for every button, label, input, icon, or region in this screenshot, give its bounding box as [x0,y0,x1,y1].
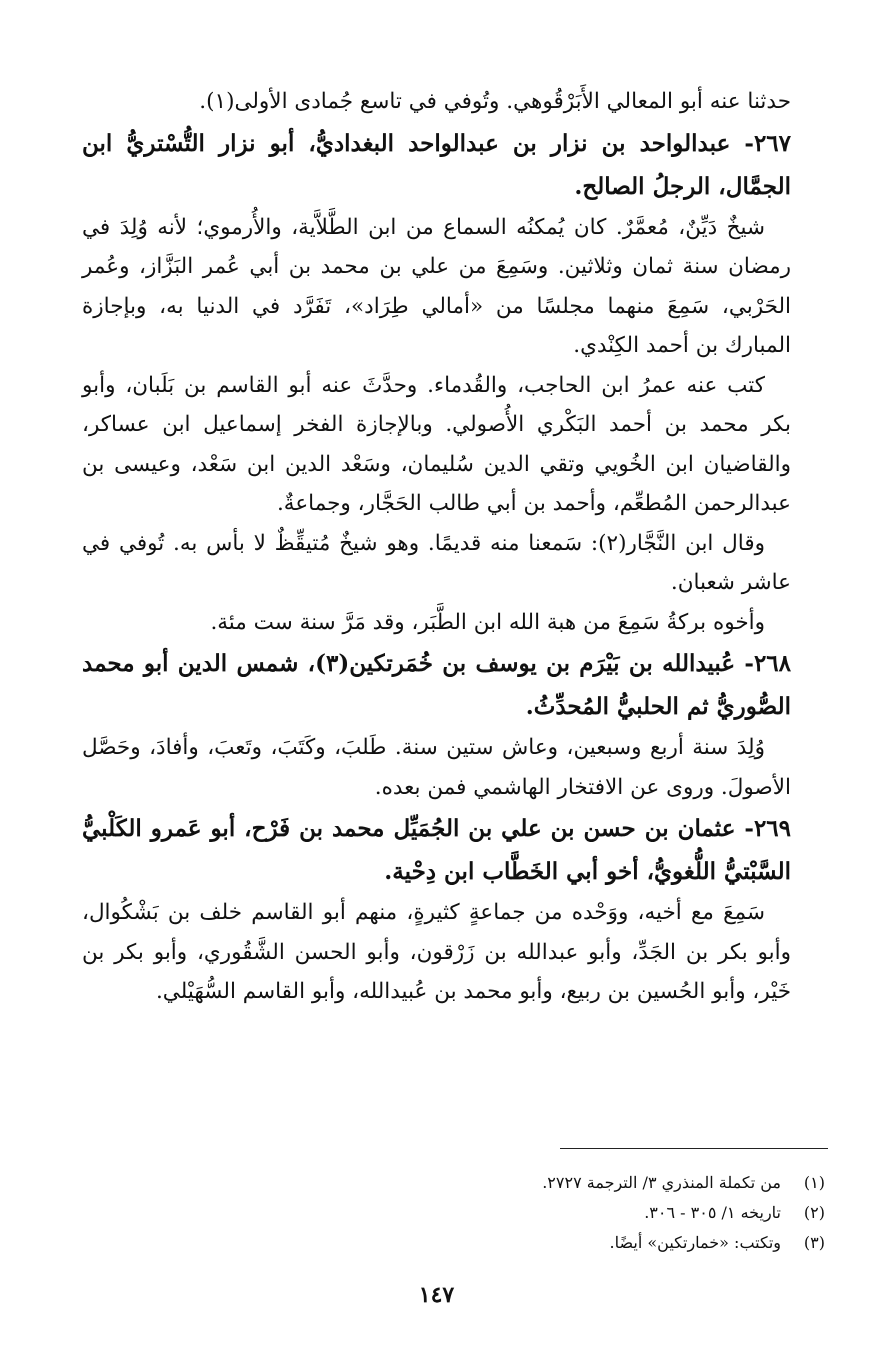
entry-269-paragraph: سَمِعَ مع أخيه، ووَحْده من جماعةٍ كثيرةٍ، منهم أبو القاسم خلف بن بَشْكُوال، وأبو بكر بن الجَدِّ، وأبو عبدالله بن زَرْقون، وأبو الحسن الشَّقُوري، وأبو بكر بن خَيْر، وأبو الحُسين بن ربيع، وأبو محمد بن عُبيدالله، وأبو القاسم السُّهَيْلي. [82,900,791,1004]
page-number: ١٤٧ [418,1282,455,1308]
entry-268-paragraph: وُلِدَ سنة أربع وسبعين، وعاش ستين سنة. طَلبَ، وكَتَبَ، وتَعبَ، وأفادَ، وحَصَّل الأصولَ. وروى عن الافتخار الهاشمي فمن بعده. [82,735,791,800]
paragraph-continuation: حدثنا عنه أبو المعالي الأَبَرْقُوهي. وتُوفي في تاسع جُمادى الأولى(١). [199,89,791,114]
entry-heading-267: ٢٦٧- عبدالواحد بن نزار بن عبدالواحد البغداديُّ، أبو نزار التُّسْتريُّ ابن الجمَّال، الرجلُ الصالح. [82,129,791,200]
entry-267-paragraph-2: كتب عنه عمرُ ابن الحاجب، والقُدماء. وحدَّثَ عنه أبو القاسم بن بَلَبان، وأبو بكر محمد بن أحمد البَكْري الأُصولي. وبالإجازة الفخر إسماعيل ابن عساكر، والقاضيان ابن الخُويي وتقي الدين سُليمان، وسَعْد الدين ابن سَعْد، وعيسى بن عبدالرحمن المُطعِّم، وأحمد بن أبي طالب الحَجَّار، وجماعةٌ. [82,372,791,516]
entry-267-paragraph-4: وأخوه بركةُ سَمِعَ من هبة الله ابن الطَّبَر، وقد مَرَّ سنة ست مئة. [210,609,765,635]
footnote-1 [82,1168,825,1198]
footnote-number: (٣) [803,1233,825,1252]
footnote-text: تاريخه ١/ ٣٠٥ - ٣٠٦. [644,1203,781,1222]
entry-heading-268: ٢٦٨- عُبيدالله بن بَيْرَم بن يوسف بن خُمَرتكين(٣)، شمس الدين أبو محمد الصُّوريُّ ثم الحلبيُّ المُحدِّثُ. [82,650,791,720]
footnote-2 [82,1198,825,1228]
footnote-text: من تكملة المنذري ٣/ الترجمة ٢٧٢٧. [542,1173,781,1192]
footnote-number: (١) [803,1173,825,1192]
footnotes [82,1168,825,1258]
footnote-3 [82,1228,825,1258]
footnote-number: (٢) [803,1203,825,1222]
footnote-divider [560,1148,828,1149]
entry-heading-269: ٢٦٩- عثمان بن حسن بن علي بن الجُمَيِّل محمد بن فَرْح، أبو عَمرو الكَلْبيُّ السَّبْتيُّ اللُّغويُّ، أخو أبي الخَطَّاب ابن دِحْية. [82,815,791,885]
main-text [82,82,791,1012]
entry-267-paragraph-3: وقال ابن النَّجَّار(٢): سَمعنا منه قديمًا. وهو شيخٌ مُتيقِّظٌ لا بأس به. تُوفي في عاشر شعبان. [82,530,791,595]
entry-267-paragraph-1: شيخٌ دَيِّنٌ، مُعمَّرٌ. كان يُمكنُه السماع من ابن الطَّلاَّية، والأُرموي؛ لأنه وُلِدَ في رمضان سنة ثمان وثلاثين. وسَمِعَ من علي بن محمد بن أبي عُمر البَزَّاز، وعُمر الحَرْبي، سَمِعَ منهما مجلسًا من «أمالي طِرَاد»، تَفَرَّد في الدنيا به، وبإجازة المبارك بن أحمد الكِنْدي. [82,214,791,358]
footnote-text: وتكتب: «خمارتكين» أيضًا. [609,1233,781,1252]
